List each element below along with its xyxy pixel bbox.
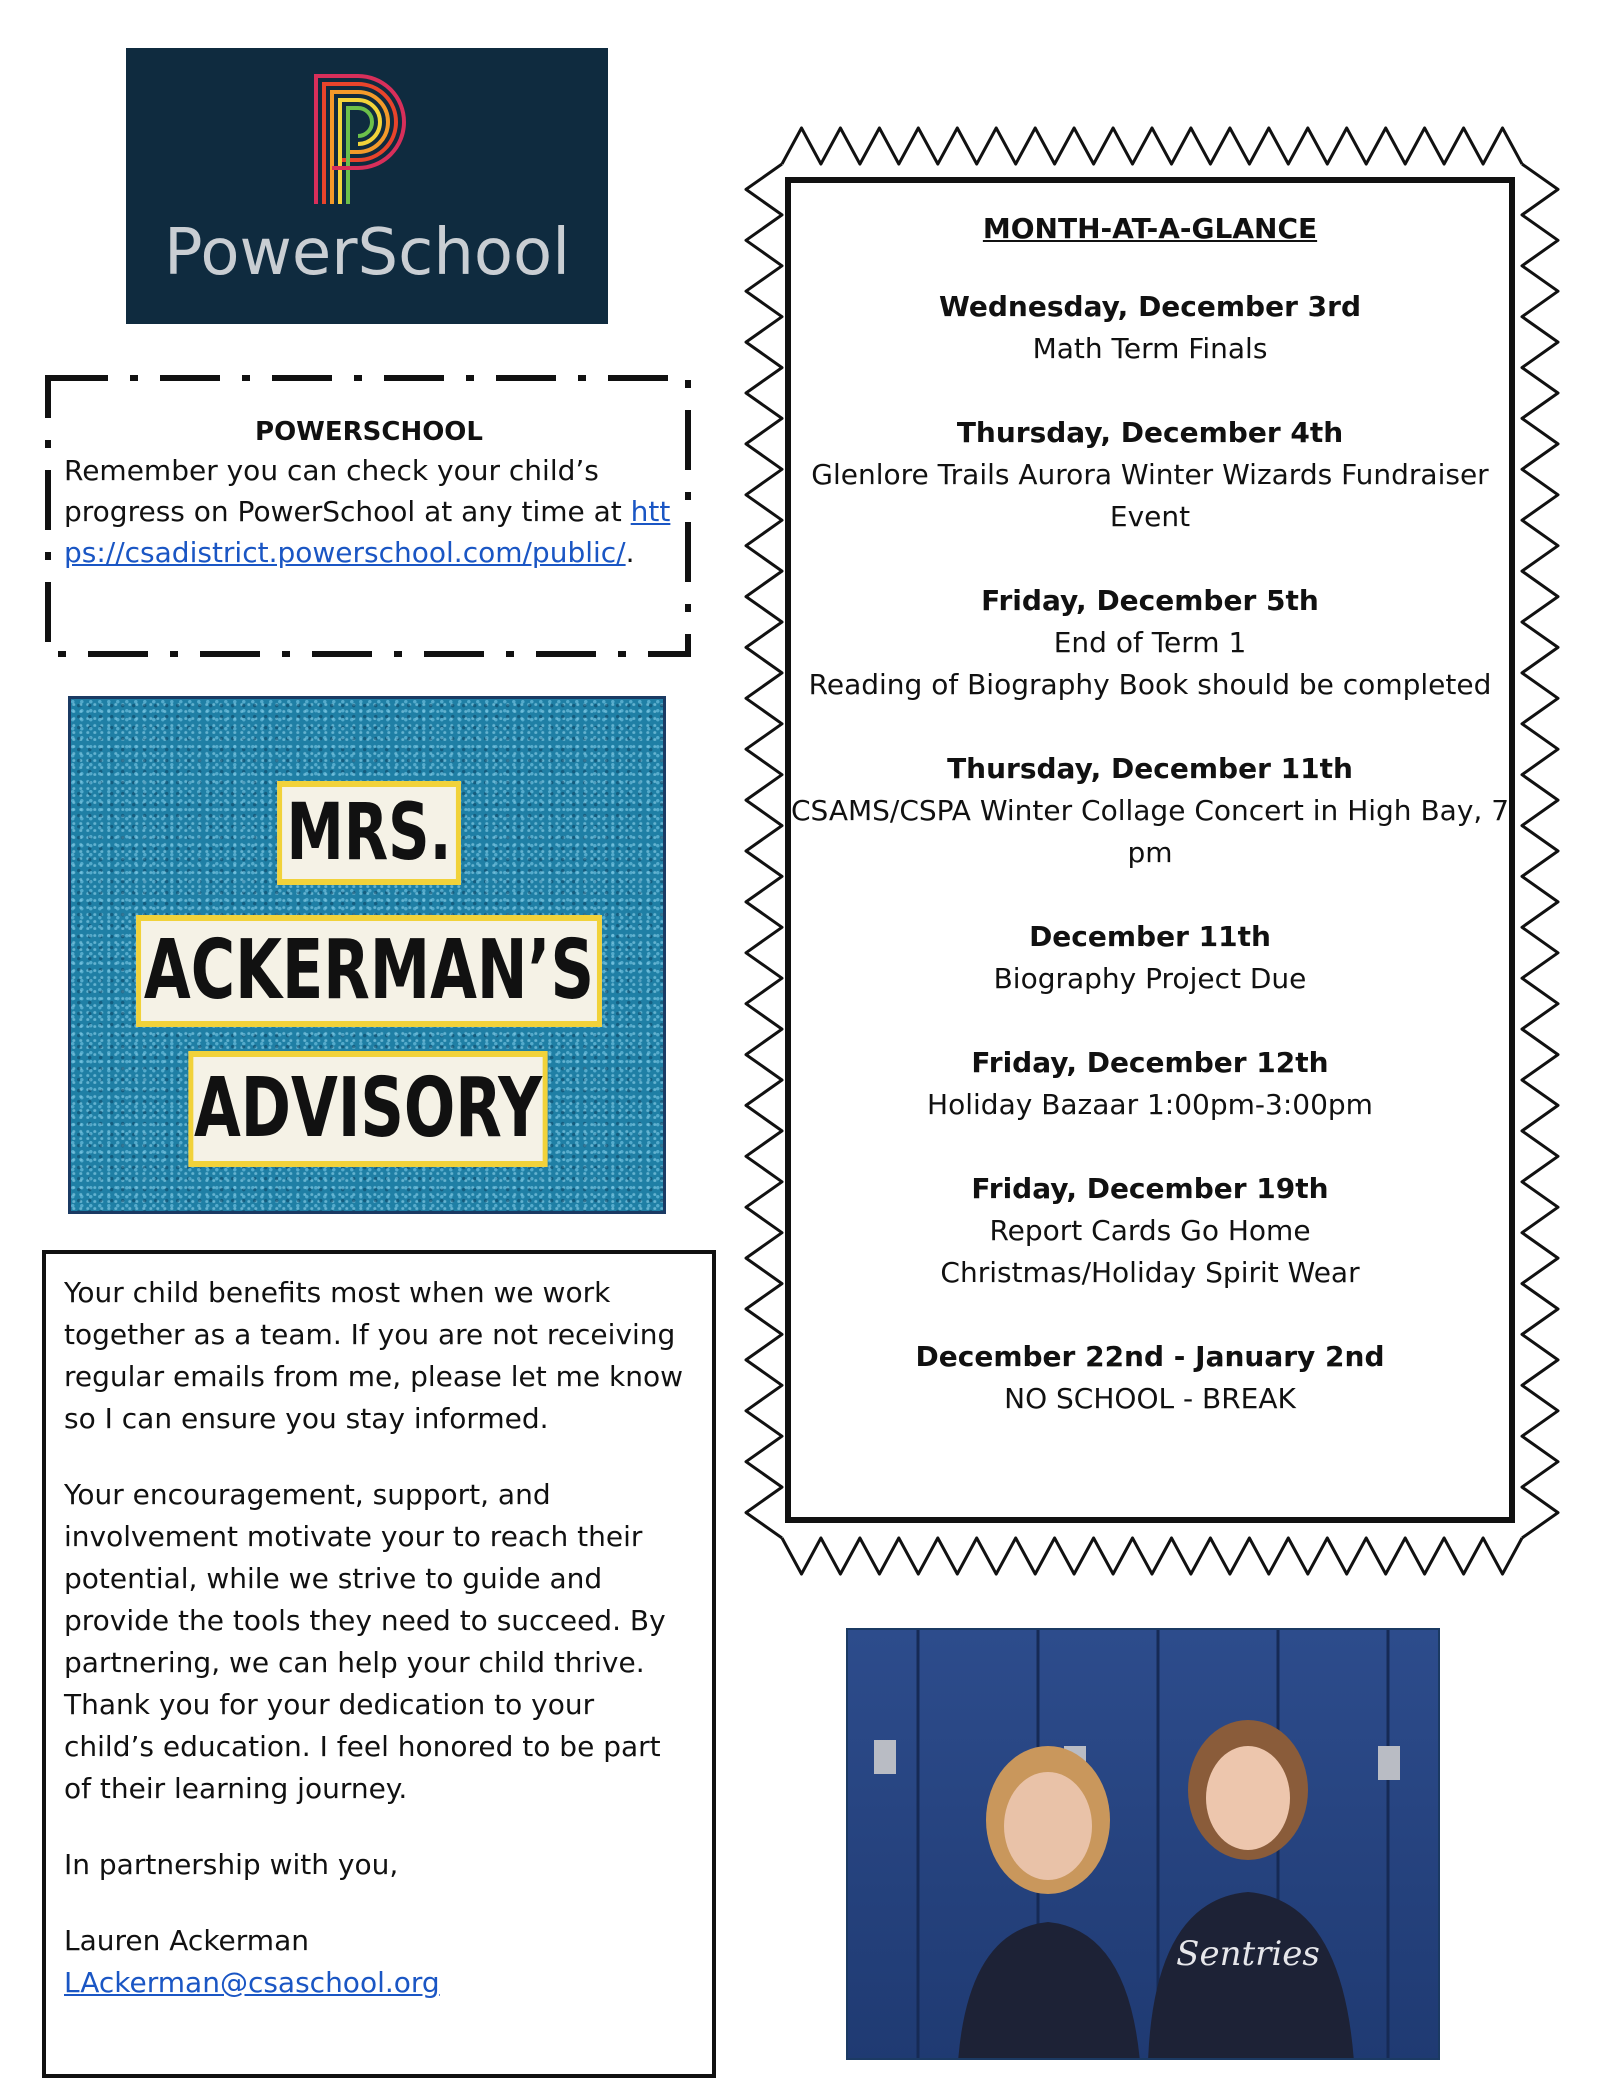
- powerschool-reminder-box: [44, 374, 692, 658]
- event-description: Reading of Biography Book should be completed: [808, 668, 1492, 701]
- glance-event: [790, 1042, 1510, 1126]
- locker-handle-icon: [874, 1740, 896, 1774]
- event-description: End of Term 1: [1053, 626, 1247, 659]
- event-description: Glenlore Trails Aurora Winter Wizards Fundraiser Event: [811, 458, 1489, 533]
- event-description: Biography Project Due: [993, 962, 1307, 995]
- event-description: Holiday Bazaar 1:00pm-3:00pm: [927, 1088, 1373, 1121]
- event-date: Friday, December 12th: [971, 1046, 1329, 1079]
- sign-ackermans: ACKERMAN’S: [136, 915, 602, 1027]
- event-description: Christmas/Holiday Spirit Wear: [940, 1256, 1360, 1289]
- powerschool-text: Remember you can check your child’s progress on PowerSchool at any time at: [64, 454, 631, 528]
- event-description: Report Cards Go Home: [989, 1214, 1311, 1247]
- letter-signature-name: Lauren Ackerman: [64, 1924, 309, 1957]
- glance-event: [790, 1168, 1510, 1294]
- glance-event: [790, 412, 1510, 538]
- glance-event: [790, 748, 1510, 874]
- event-description: Math Term Finals: [1032, 332, 1268, 365]
- students-photo: [846, 1628, 1440, 2060]
- letter-closing: In partnership with you,: [64, 1848, 399, 1881]
- event-date: Wednesday, December 3rd: [939, 290, 1361, 323]
- glance-event: [790, 580, 1510, 706]
- powerschool-logo: [126, 48, 608, 324]
- sign-mrs: MRS.: [277, 781, 461, 885]
- glance-event: [790, 1336, 1510, 1420]
- glance-heading: MONTH-AT-A-GLANCE: [982, 212, 1318, 245]
- glance-event: [790, 916, 1510, 1000]
- glance-event: [790, 286, 1510, 370]
- letter-paragraph-1: Your child benefits most when we work together as a team. If you are not receiving regular emails from me, please let me know so I can ensure you stay informed.: [64, 1276, 683, 1435]
- locker-handle-icon: [1378, 1746, 1400, 1780]
- powerschool-link[interactable]: https://csadistrict.powerschool.com/public/: [64, 495, 671, 569]
- event-date: December 22nd - January 2nd: [915, 1340, 1385, 1373]
- event-date: Friday, December 19th: [971, 1172, 1329, 1205]
- letter-paragraph-2: Your encouragement, support, and involvement motivate your to reach their potential, while we strive to guide and provide the tools they need to succeed. By partnering, we can help your child thrive. Thank you for your dedication to your child’s education. I feel honored to be part of their learning journey.: [64, 1478, 666, 1805]
- event-date: Thursday, December 4th: [956, 416, 1344, 449]
- letter-email-link[interactable]: LAckerman@csaschool.org: [64, 1966, 440, 1999]
- month-at-a-glance: [722, 108, 1580, 1598]
- sign-advisory: ADVISORY: [188, 1051, 547, 1167]
- powerschool-title: POWERSCHOOL: [255, 417, 483, 447]
- advisory-sign-image: [68, 696, 666, 1214]
- parent-letter-box: [42, 1250, 716, 2078]
- powerschool-wordmark: PowerSchool: [164, 216, 570, 290]
- event-date: December 11th: [1029, 920, 1271, 953]
- event-description: CSAMS/CSPA Winter Collage Concert in High Bay, 7 pm: [790, 794, 1510, 869]
- event-date: Friday, December 5th: [981, 584, 1319, 617]
- event-date: Thursday, December 11th: [947, 752, 1353, 785]
- shirt-text: Sentries: [1176, 1934, 1320, 1974]
- event-description: NO SCHOOL - BREAK: [1004, 1382, 1296, 1415]
- powerschool-period: .: [625, 536, 635, 569]
